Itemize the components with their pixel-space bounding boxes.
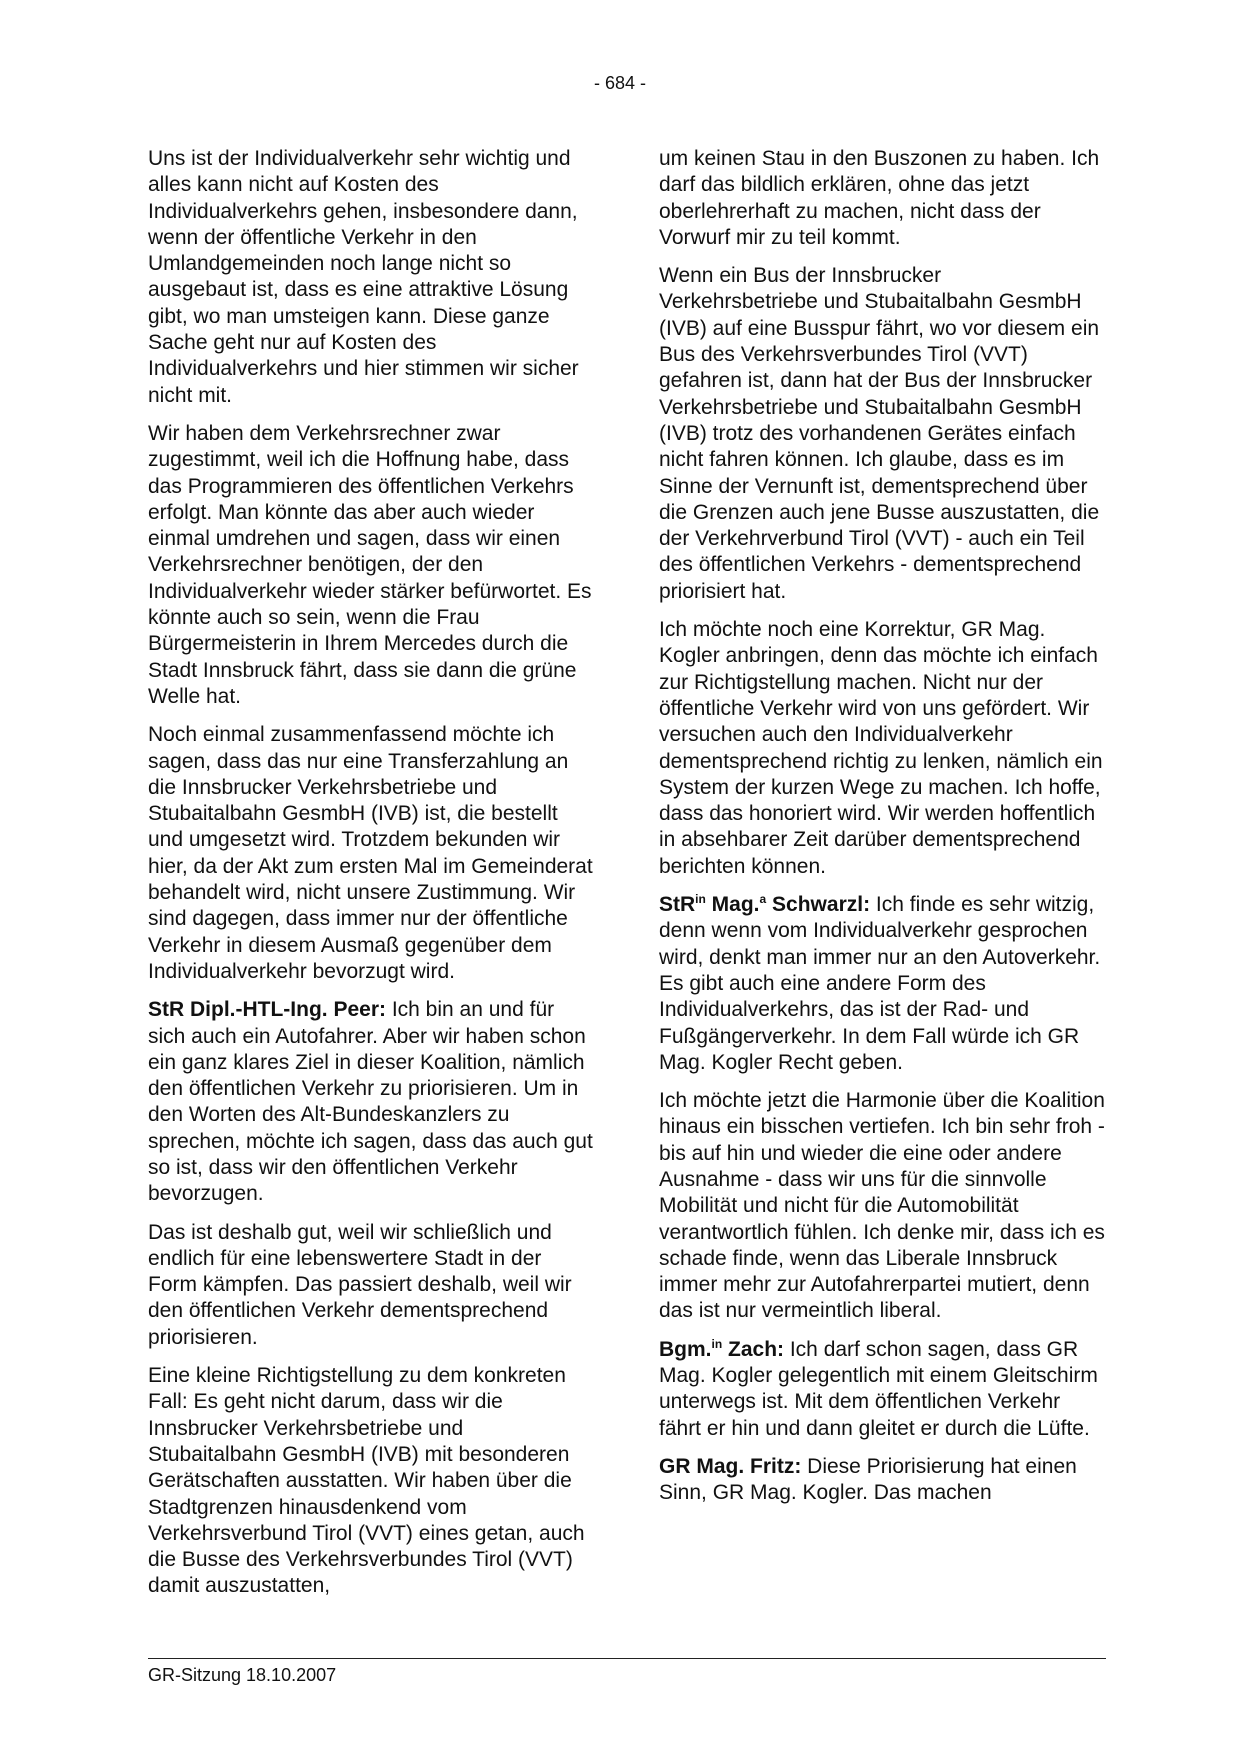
speaker-surname: Schwarzl: — [766, 893, 871, 917]
footer-divider — [148, 1658, 1106, 1659]
speaker-superscript: in — [711, 1336, 723, 1351]
speech-text: Ich darf schon sagen, dass GR Mag. Kogler gelegentlich mit einem Gleitschirm unterwegs ist. Mit dem öffentlichen Verkehr fährt er hin und dann gleitet er durch die Lüfte. — [659, 1337, 1098, 1440]
paragraph: Eine kleine Richtigstellung zu dem konkreten Fall: Es geht nicht darum, dass wir die Innsbrucker Verkehrsbetriebe und Stubaitalbahn GesmbH (IVB) mit besonderen Gerätschaften ausstatten. Wir haben über die Stadtgrenzen hinausdenkend vom Verkehrsverbund Tirol (VVT) eines getan, auch die Busse des Verkehrsverbundes Tirol (VVT) damit auszustatten, — [148, 1364, 585, 1598]
speaker-surname: Zach: — [722, 1337, 785, 1361]
left-column — [148, 146, 594, 1612]
footer-session-date: GR-Sitzung 18.10.2007 — [148, 1665, 337, 1685]
speaker-superscript: in — [695, 892, 706, 907]
speech-text: Ich bin an und für sich auch ein Autofahrer. Aber wir haben schon ein ganz klares Ziel in dieser Koalition, nämlich den öffentlichen Verkehr zu priorisieren. Um in den Worten des Alt-Bundeskanzlers zu sprechen, möchte ich sagen, dass das auch gut so ist, dass wir den öffentlichen Verkehr bevorzugen. — [148, 998, 593, 1206]
paragraph: Uns ist der Individualverkehr sehr wichtig und alles kann nicht auf Kosten des Individualverkehrs gehen, insbesondere dann, wenn der öffentliche Verkehr in den Umlandgemeinden noch lange nicht so ausgebaut ist, dass es eine attraktive Lösung gibt, wo man umsteigen kann. Diese ganze Sache geht nur auf Kosten des Individualverkehrs und hier stimmen wir sicher nicht mit. — [148, 147, 579, 407]
speaker-name — [659, 893, 870, 916]
paragraph: um keinen Stau in den Buszonen zu haben. Ich darf das bildlich erklären, ohne das jetzt oberlehrerhaft zu machen, nicht dass der Vorwurf mir zu teil kommt. — [659, 147, 1100, 249]
speech-text: Ich finde es sehr witzig, denn wenn vom Individualverkehr gesprochen wird, denkt man immer nur an den Autoverkehr. Es gibt auch eine andere Form des Individualverkehrs, das ist der Rad- und Fußgängerverkehr. In dem Fall würde ich GR Mag. Kogler Recht geben. — [659, 893, 1101, 1074]
speaker-title: StR — [659, 893, 696, 917]
paragraph: Noch einmal zusammenfassend möchte ich sagen, dass das nur eine Transferzahlung an die Innsbrucker Verkehrsbetriebe und Stubaitalbahn GesmbH (IVB) ist, die bestellt und umgesetzt wird. Trotzdem bekunden wir hier, da der Akt zum ersten Mal im Gemeinderat behandelt wird, nicht unsere Zustimmung. Wir sind dagegen, dass immer nur der öffentliche Verkehr in diesem Ausmaß gegenüber dem Individualverkehr bevorzugt wird. — [148, 723, 593, 983]
speech-paragraph — [659, 1454, 1105, 1507]
speaker-name: GR Mag. Fritz: — [659, 1454, 802, 1478]
speech-paragraph — [659, 1337, 1105, 1442]
speaker-title: Mag. — [705, 893, 760, 917]
paragraph: Das ist deshalb gut, weil wir schließlich und endlich für eine lebenswertere Stadt in der Form kämpfen. Das passiert deshalb, weil wir den öffentlichen Verkehr dementsprechend priorisieren. — [148, 1220, 572, 1349]
right-column — [659, 146, 1105, 1519]
paragraph: Ich möchte noch eine Korrektur, GR Mag. Kogler anbringen, denn das möchte ich einfach zur Richtigstellung machen. Nicht nur der öffentliche Verkehr wird von uns gefördert. Wir versuchen auch den Individualverkehr dementsprechend richtig zu lenken, nämlich ein System der kurzen Wege zu machen. Ich hoffe, dass das honoriert wird. Wir werden hoffentlich in absehbarer Zeit darüber dementsprechend berichten können. — [659, 618, 1103, 878]
speech-paragraph — [659, 892, 1105, 1076]
page-number: - 684 - — [593, 73, 647, 93]
speech-paragraph — [148, 997, 594, 1207]
speaker-superscript: a — [759, 892, 767, 907]
paragraph: Ich möchte jetzt die Harmonie über die Koalition hinaus ein bisschen vertiefen. Ich bin sehr froh - bis auf hin und wieder die eine oder andere Ausnahme - dass wir uns für die sinnvolle Mobilität und nicht für die Automobilität verantwortlich fühlen. Ich denke mir, dass ich es schade finde, wenn das Liberale Innsbruck immer mehr zur Autofahrerpartei mutiert, denn das ist nur vermeintlich liberal. — [659, 1089, 1105, 1323]
speech-text: Diese Priorisierung hat einen Sinn, GR Mag. Kogler. Das machen — [659, 1454, 1077, 1505]
speaker-name — [659, 1338, 784, 1361]
speaker-name: StR Dipl.-HTL-Ing. Peer: — [148, 998, 386, 1022]
paragraph: Wir haben dem Verkehrsrechner zwar zugestimmt, weil ich die Hoffnung habe, dass das Programmieren des öffentlichen Verkehrs erfolgt. Man könnte das aber auch wieder einmal umdrehen und sagen, dass wir einen Verkehrsrechner benötigen, der den Individualverkehr wieder stärker befürwortet. Es könnte auch so sein, wenn die Frau Bürgermeisterin in Ihrem Mercedes durch die Stadt Innsbruck fährt, dass sie dann die grüne Welle hat. — [148, 421, 592, 708]
speaker-title: Bgm. — [659, 1337, 712, 1361]
paragraph: Wenn ein Bus der Innsbrucker Verkehrsbetriebe und Stubaitalbahn GesmbH (IVB) auf eine Busspur fährt, wo vor diesem ein Bus des Verkehrsverbundes Tirol (VVT) gefahren ist, dann hat der Bus der Innsbrucker Verkehrsbetriebe und Stubaitalbahn GesmbH (IVB) trotz des vorhandenen Gerätes einfach nicht fahren können. Ich glaube, dass es im Sinne der Vernunft ist, dementsprechend über die Grenzen auch jene Busse auszustatten, die der Verkehrverbund Tirol (VVT) - auch ein Teil des öffentlichen Verkehrs - dementsprechend priorisiert hat. — [659, 264, 1100, 603]
